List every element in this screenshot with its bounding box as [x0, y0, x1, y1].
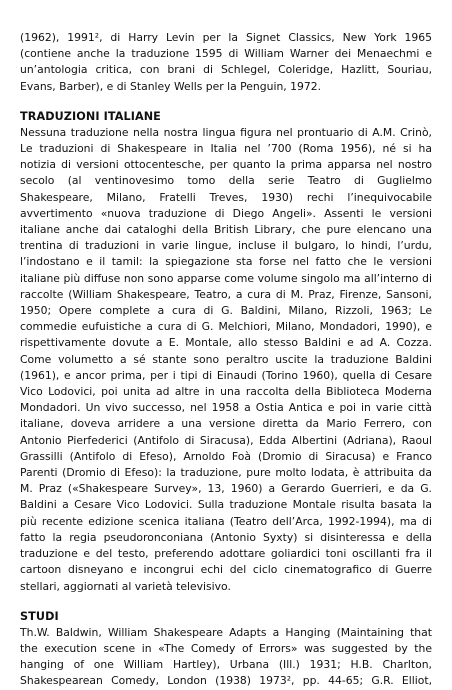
text-line: (1962), 1991², di Harry Levin per la Signet Classics, New York 1965 — [20, 31, 432, 44]
text-line: Mondadori. Un vivo successo, nel 1958 a Ostia Antica e poi in varie città — [20, 401, 432, 415]
intro-paragraph — [20, 30, 432, 95]
text-line: Grassilli (Antifolo di Efeso), Arnoldo Foà (Dromio di Siracusa) e Franco — [20, 449, 432, 463]
text-line: trentina di traduzioni in varie lingue, incluse il bulgaro, lo hindi, l’urdu, — [20, 239, 432, 253]
studies-paragraph — [20, 625, 432, 690]
text-line: cartoon disneyano e incongrui echi del ciclo cinematografico di Guerre — [20, 563, 432, 577]
section-heading-translations: TRADUZIONI ITALIANE — [20, 109, 161, 123]
text-line: traduzione e del testo, preferendo adottare goliardici toni oscillanti fra il — [20, 547, 432, 561]
text-line: the execution scene in «The Comedy of Errors» was suggested by the — [20, 641, 432, 655]
text-line: Come volumetto a sé stante sono peraltro uscite la traduzione Baldini — [20, 352, 432, 366]
text-line: Baldini a Cesare Vico Lodovici. Sulla traduzione Montale risulta basata la — [20, 498, 432, 512]
text-line: italiane anche dai cataloghi della British Library, che pure elencano una — [20, 223, 432, 237]
text-line: secolo (al ventinovesimo tomo della serie Teatro di Guglielmo — [20, 174, 432, 188]
section-heading-studies: STUDI — [20, 609, 59, 623]
text-line: Nessuna traduzione nella nostra lingua figura nel prontuario di A.M. Crinò, — [20, 125, 432, 139]
text-line: M. Praz («Shakespeare Survey», 13, 1960) a Gerardo Guerrieri, e da G. — [20, 482, 432, 496]
text-line: Th.W. Baldwin, William Shakespeare Adapts a Hanging (Maintaining that — [20, 625, 432, 639]
text-line: avvertimento «nuova traduzione di Diego Angeli». Assenti le versioni — [20, 206, 432, 220]
text-line: italiane, doveva arridere a una versione diretta da Mario Ferrero, con — [20, 417, 432, 431]
text-line: raccolte (William Shakespeare, Teatro, a cura di M. Praz, Firenze, Sansoni, — [20, 287, 432, 301]
translations-paragraph — [20, 125, 432, 595]
text-line: Antonio Pierfederici (Antifolo di Siracusa), Edda Albertini (Adriana), Raoul — [20, 433, 432, 447]
text-line: notizia di versioni ottocentesche, per quanto la prima apparsa nel nostro — [20, 158, 432, 172]
text-line: Le traduzioni di Shakespeare in Italia nel ’700 (Roma 1956), né si ha — [20, 142, 432, 156]
text-line: un’antologia critica, con brani di Schlegel, Coleridge, Hazlitt, Souriau, — [20, 63, 432, 77]
text-line: Parenti (Dromio di Efeso): la traduzione, pure molto lodata, è attribuita da — [20, 466, 432, 480]
text-line: fatto la regia pseudoronconiana (Antonio Syxty) si disinteressa e della — [20, 530, 432, 544]
text-line: l’indostano e il tamil: la spiegazione sta forse nel fatto che le versioni — [20, 255, 432, 269]
text-line: stellari, aggiornati al varietà televisivo. — [20, 579, 231, 593]
text-line: Evans, Barber), e di Stanley Wells per la Penguin, 1972. — [20, 79, 322, 93]
text-line: italiane più diffuse non sono apparse come volume singolo ma all’interno di — [20, 271, 432, 285]
text-line: commedie eufuistiche a cura di G. Melchiori, Milano, Mondadori, 1990), e — [20, 320, 432, 334]
text-line: più recente edizione scenica italiana (Teatro dell’Arca, 1992-1994), ma di — [20, 514, 432, 528]
text-line: hanging of one William Hartley), Urbana (Ill.) 1931; H.B. Charlton, — [20, 658, 432, 672]
text-line: 1950; Opere complete a cura di G. Baldini, Milano, Rizzoli, 1963; Le — [20, 304, 432, 318]
text-line: Shakespeare, Milano, Fratelli Treves, 1930) rechi l’inequivocabile — [20, 190, 432, 204]
text-line: Vico Lodovici, poi unita ad altre in una raccolta della Biblioteca Moderna — [20, 385, 432, 399]
text-line: (1961), e ancor prima, per i tipi di Einaudi (Torino 1960), quella di Cesare — [20, 368, 432, 382]
text-line: (contiene anche la traduzione 1595 di William Warner dei Menaechmi e — [20, 47, 432, 61]
text-line: Shakespearean Comedy, London (1938) 1973², pp. 44-65; G.R. Elliot, — [20, 674, 432, 688]
text-line: rispettivamente dovute a E. Montale, allo stesso Baldini e ad A. Cozza. — [20, 336, 432, 350]
